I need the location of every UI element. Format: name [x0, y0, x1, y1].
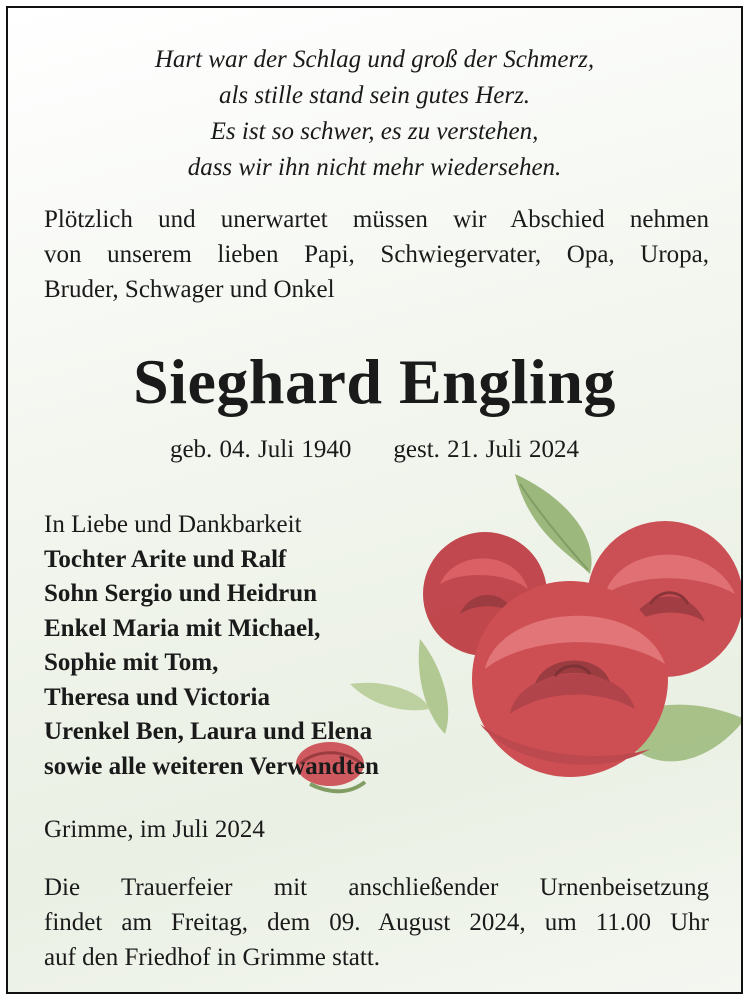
intro-line: von unserem lieben Papi, Schwiegervater, Opa, Uropa,: [44, 241, 709, 268]
intro-line: Plötzlich und unerwartet müssen wir Abschied nehmen: [44, 206, 709, 233]
life-dates: [8, 432, 741, 468]
poem-line: Es ist so schwer, es zu verstehen,: [210, 118, 539, 145]
mourner-line: Sohn Sergio und Heidrun: [44, 580, 318, 607]
mourners-lead: In Liebe und Dankbarkeit: [44, 511, 302, 538]
poem-line: als stille stand sein gutes Herz.: [218, 82, 531, 109]
funeral-line: Die Trauerfeier mit anschließender Urnenbeisetzung: [44, 874, 709, 901]
mourner-line: Sophie mit Tom,: [44, 649, 219, 676]
obituary-card: [6, 6, 743, 994]
mourner-line: sowie alle weiteren Verwandten: [44, 752, 379, 780]
mourner-line: Urenkel Ben, Laura und Elena: [44, 718, 373, 745]
birth-date: geb. 04. Juli 1940: [169, 436, 352, 463]
poem-line: dass wir ihn nicht mehr wiedersehen.: [187, 154, 562, 181]
mourner-line: Theresa und Victoria: [44, 683, 270, 711]
mourners-list: [44, 508, 379, 784]
funeral-line: findet am Freitag, dem 09. August 2024, um 11.00 Uhr: [44, 909, 709, 936]
mourner-line: Enkel Maria mit Michael,: [44, 614, 321, 642]
poem-line: Hart war der Schlag und groß der Schmerz,: [154, 46, 595, 73]
place-date: Grimme, im Juli 2024: [44, 816, 265, 843]
deceased-name: Sieghard Engling: [133, 346, 616, 417]
funeral-notice: [44, 870, 709, 975]
intro-text: [44, 202, 709, 307]
leaf-shape: [419, 639, 448, 734]
intro-line: Bruder, Schwager und Onkel: [44, 276, 335, 303]
funeral-line: auf den Friedhof in Grimme statt.: [44, 944, 381, 971]
mourner-line: Tochter Arite und Ralf: [44, 545, 287, 573]
memorial-poem: [8, 42, 741, 186]
death-date: gest. 21. Juli 2024: [393, 436, 580, 463]
